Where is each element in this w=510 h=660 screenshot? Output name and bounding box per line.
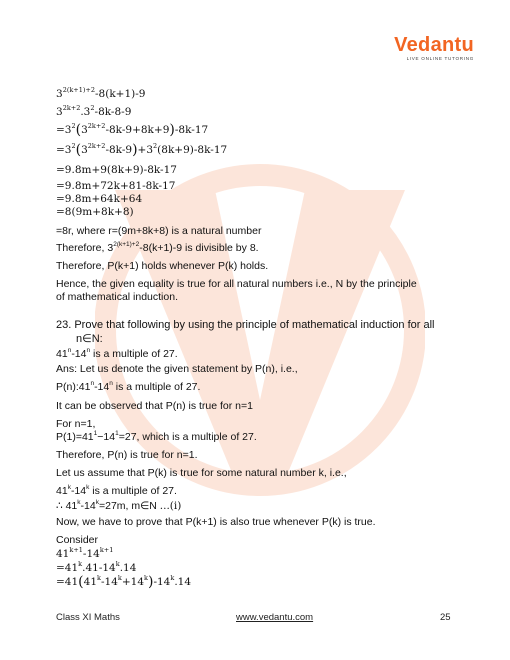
eq-line-2: $3^{2k+2}.3^2-8k-8-9$: [56, 104, 132, 118]
eq-line-8: =8(9m+8k+8): [56, 206, 134, 218]
divisible-line: Therefore, $3^{2(k+1)+2}-8(k+1)-9$ is divisible by 8.: [56, 241, 259, 254]
question-domain: n∈N:: [76, 333, 103, 345]
vedantu-logo: [378, 34, 474, 61]
question-23: [56, 318, 466, 346]
answer-intro: Ans: Let us denote the given statement by P(n), i.e.,: [56, 363, 298, 375]
page-number: 25: [440, 612, 451, 623]
eq-line-6: =9.8m+72k+81-8k-17: [56, 180, 176, 192]
consider-eq-1: $41^{k+1}-14^{k+1}$: [56, 546, 114, 560]
conclusion-line-2: of mathematical induction.: [56, 291, 178, 303]
logo-tagline: LIVE ONLINE TUTORING: [406, 56, 474, 61]
logo-wordmark: Vedantu: [394, 34, 474, 56]
holds-line: Therefore, P(k+1) holds whenever P(k) holds.: [56, 260, 269, 272]
conclusion-line-1: Hence, the given equality is true for all natural numbers i.e., N by the principle: [56, 278, 417, 290]
question-text: 23. Prove that following by using the principle of mathematical induction for all: [56, 319, 435, 331]
eq-line-3: $=3^2(3^{2k+2}-8k-9+8k+9)-8k-17$: [56, 122, 209, 138]
consider-eq-3: $=41(41^k-14^k+14^k)-14^k.14$: [56, 574, 192, 590]
consider-line: Consider: [56, 534, 99, 546]
pk-line: 41$^k$-14$^k$ is a multiple of 27.: [56, 484, 177, 497]
now-line: Now, we have to prove that P(k+1) is also true whenever P(k) is true.: [56, 516, 376, 528]
assume-line: Let us assume that P(k) is true for some natural number k, i.e.,: [56, 467, 347, 479]
true-n1: Therefore, P(n) is true for n=1.: [56, 449, 198, 461]
observation-line: It can be observed that P(n) is true for n=1: [56, 400, 253, 412]
eq-line-9: =8r, where r=(9m+8k+8) is a natural number: [56, 225, 262, 237]
eq-line-4: $=3^2(3^{2k+2}-8k-9)+3^2(8k+9)-8k-17$: [56, 142, 228, 158]
consider-eq-2: $=41^k.41-14^k.14$: [56, 560, 137, 574]
question-statement: 41$^n$-14$^n$ is a multiple of 27.: [56, 347, 178, 360]
for-n1: For n=1,: [56, 418, 96, 430]
pk-equation: ∴ $41^k-14^k=27m$, m∈N ...(i): [56, 499, 182, 512]
pn-definition: P(n):41$^n$-14$^n$ is a multiple of 27.: [56, 380, 201, 393]
footer-website-link[interactable]: www.vedantu.com: [236, 612, 314, 623]
p1-line: $P(1)=41^1-14^1=27$, which is a multiple of 27.: [56, 430, 257, 443]
eq-line-5: =9.8m+9(8k+9)-8k-17: [56, 164, 177, 176]
eq-line-1: $3^{2(k+1)+2}-8(k+1)-9$: [56, 86, 146, 100]
footer-class: Class XI Maths: [56, 612, 120, 623]
eq-line-7: =9.8m+64k+64: [56, 193, 143, 205]
